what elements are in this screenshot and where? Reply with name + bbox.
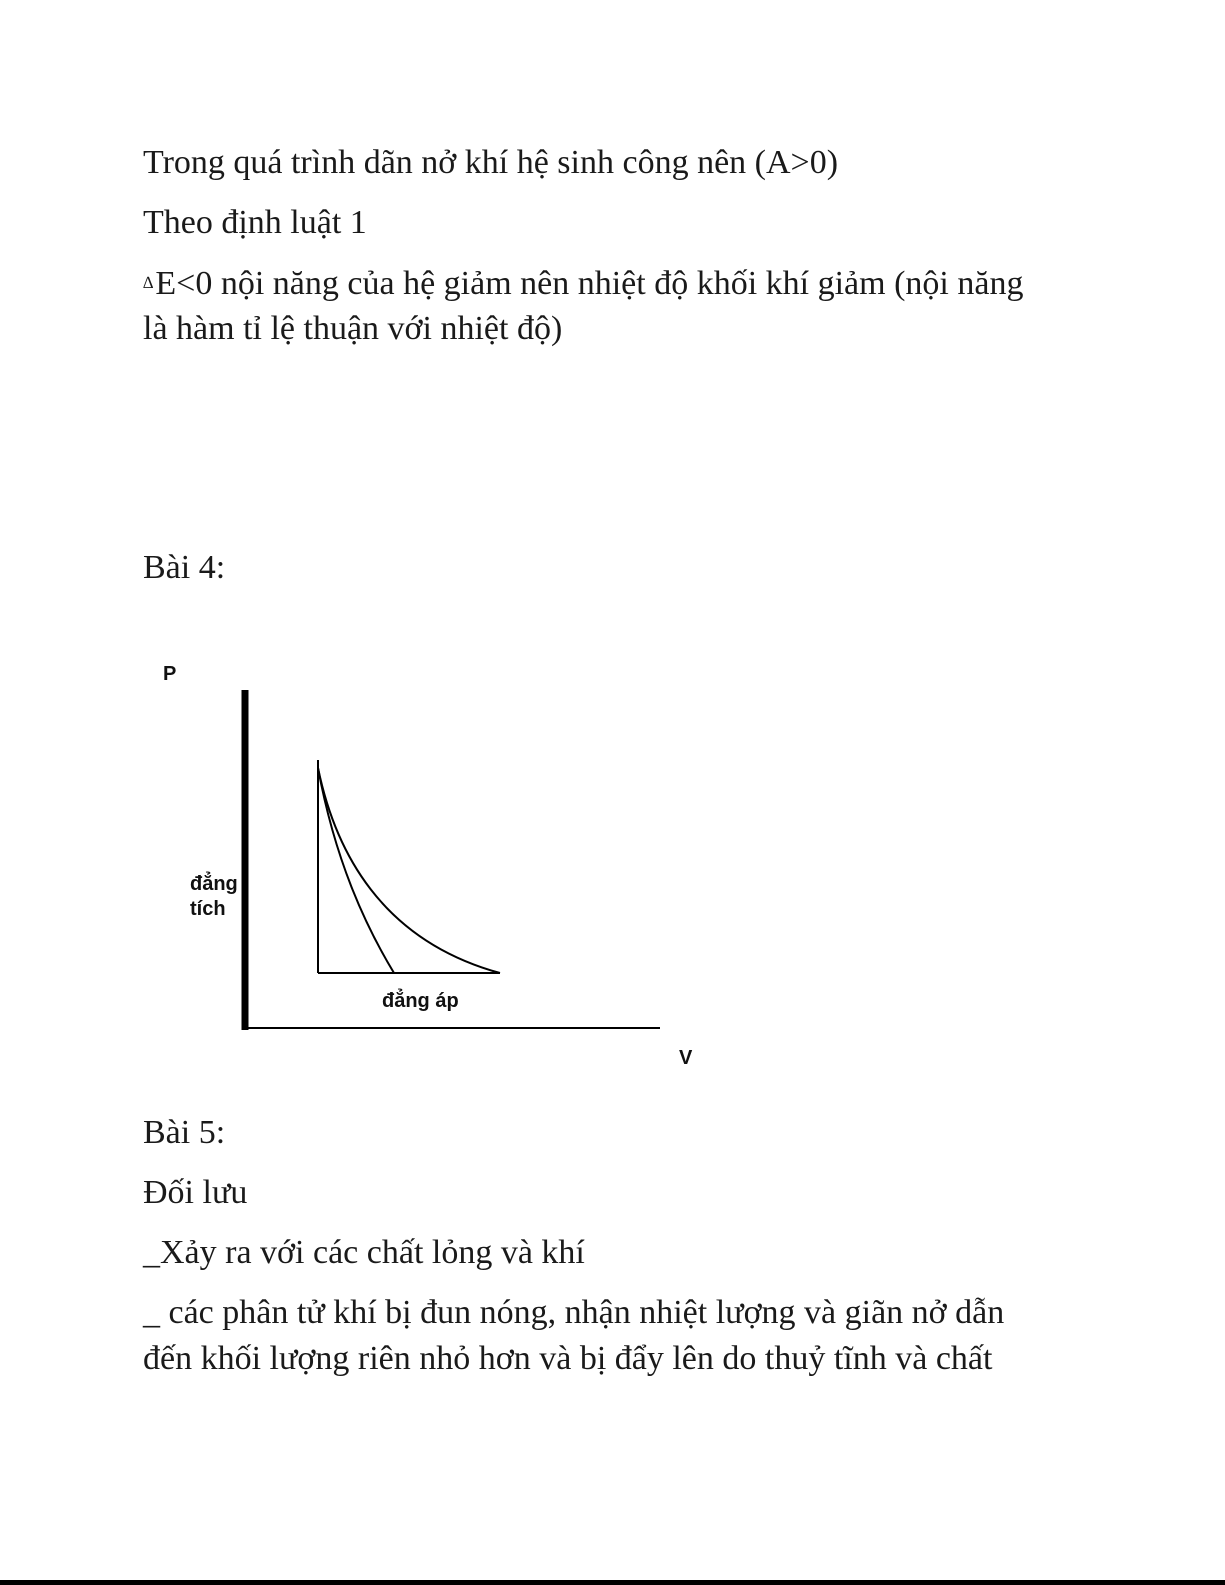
y-axis-label: P — [163, 663, 177, 685]
paragraph-internal-energy-line2: là hàm tỉ lệ thuận với nhiệt độ) — [143, 310, 563, 347]
adiabatic-curve — [318, 768, 394, 973]
bullet-molecules-line2: đến khối lượng riên nhỏ hơn và bị đẩy lên do thuỷ tĩnh và chất — [143, 1340, 993, 1377]
delta-symbol: ∆ — [143, 273, 154, 292]
page-bottom-border — [0, 1580, 1225, 1585]
bullet-liquids-gases: _Xảy ra với các chất lỏng và khí — [143, 1234, 585, 1271]
isochoric-label-line2: tích — [190, 898, 226, 920]
heading-doi-luu: Đối lưu — [143, 1174, 248, 1211]
isobaric-label: đẳng áp — [382, 990, 459, 1012]
paragraph-first-law: Theo định luật 1 — [143, 204, 367, 241]
heading-bai-4: Bài 4: — [143, 549, 226, 586]
pv-diagram — [140, 640, 740, 1080]
paragraph-expansion-work: Trong quá trình dãn nở khí hệ sinh công nên (A>0) — [143, 144, 839, 181]
x-axis-label: V — [679, 1047, 693, 1069]
internal-energy-text: E<0 nội năng của hệ giảm nên nhiệt độ khối khí giảm (nội năng — [155, 265, 1024, 302]
heading-bai-5: Bài 5: — [143, 1114, 226, 1151]
bullet-molecules-line1: _ các phân tử khí bị đun nóng, nhận nhiệt lượng và giãn nở dẫn — [143, 1294, 1005, 1331]
paragraph-internal-energy-line1 — [143, 260, 1023, 307]
isochoric-label-line1: đẳng — [190, 873, 238, 895]
